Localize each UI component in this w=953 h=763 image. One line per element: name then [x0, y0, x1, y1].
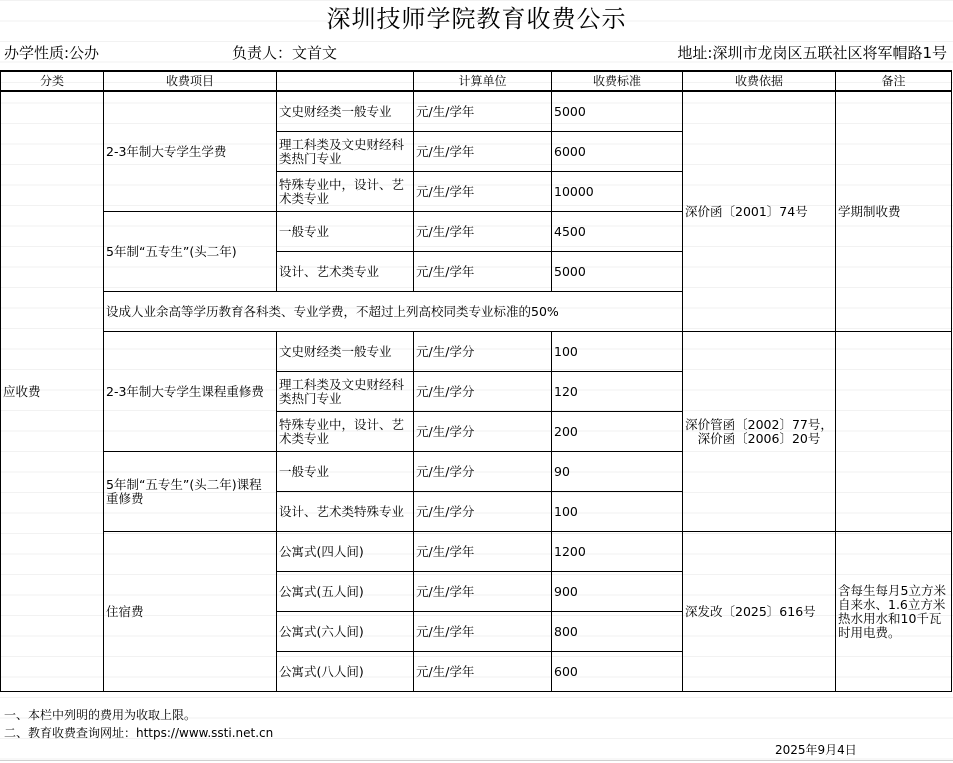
major-cell: 公寓式(八人间): [277, 652, 414, 692]
fee-table: [0, 70, 952, 692]
fee-group-name: 5年制“五专生”(头二年)课程重修费: [104, 452, 277, 532]
basis-cell: 深发改〔2025〕616号: [683, 532, 836, 692]
publish-date: 2025年9月4日: [775, 743, 857, 757]
fee-cell: 1200: [552, 532, 683, 572]
major-cell: 设计、艺术类专业: [277, 252, 414, 292]
unit-cell: 元/生/学分: [414, 492, 552, 532]
fee-cell: 120: [552, 372, 683, 412]
fee-cell: 90: [552, 452, 683, 492]
remark-cell: 学期制收费: [836, 91, 952, 332]
fee-group-name: 住宿费: [104, 532, 277, 692]
fee-cell: 4500: [552, 212, 683, 252]
fee-group-name: 5年制“五专生”(头二年): [104, 212, 277, 292]
col-header-category: 分类: [1, 71, 104, 91]
fee-cell: 200: [552, 412, 683, 452]
fee-cell: 10000: [552, 172, 683, 212]
col-header-blank: [277, 71, 414, 91]
col-header-item: 收费项目: [104, 71, 277, 91]
unit-cell: 元/生/学年: [414, 172, 552, 212]
remark-cell: [836, 332, 952, 532]
fee-cell: 100: [552, 492, 683, 532]
fee-cell: 800: [552, 612, 683, 652]
category-cell: 应收费: [1, 91, 104, 692]
major-cell: 文史财经类一般专业: [277, 91, 414, 132]
school-nature: 办学性质:公办: [4, 44, 100, 62]
major-cell: 特殊专业中，设计、艺术类专业: [277, 172, 414, 212]
page-title: 深圳技师学院教育收费公示: [326, 5, 627, 33]
fee-cell: 5000: [552, 252, 683, 292]
fee-cell: 6000: [552, 132, 683, 172]
basis-cell: 深价函〔2001〕74号: [683, 91, 836, 332]
major-cell: 设计、艺术类特殊专业: [277, 492, 414, 532]
fee-group-name: 2-3年制大专学生学费: [104, 91, 277, 212]
basis-cell: 深价管函〔2002〕77号，深价函〔2006〕20号: [683, 332, 836, 532]
unit-cell: 元/生/学年: [414, 252, 552, 292]
unit-cell: 元/生/学分: [414, 412, 552, 452]
fee-group-name: 2-3年制大专学生课程重修费: [104, 332, 277, 452]
footnotes: [4, 706, 273, 742]
unit-cell: 元/生/学分: [414, 332, 552, 372]
major-cell: 一般专业: [277, 452, 414, 492]
unit-cell: 元/生/学年: [414, 91, 552, 132]
sheet-bottom-divider: [0, 760, 953, 761]
major-cell: 理工科类及文史财经科类热门专业: [277, 372, 414, 412]
col-header-unit: 计算单位: [414, 71, 552, 91]
col-header-basis: 收费依据: [683, 71, 836, 91]
footnote-item: 二、教育收费查询网址：https://www.ssti.net.cn: [4, 726, 274, 740]
fee-cell: 100: [552, 332, 683, 372]
unit-cell: 元/生/学年: [414, 212, 552, 252]
table-row: [1, 91, 952, 132]
major-cell: 一般专业: [277, 212, 414, 252]
major-cell: 文史财经类一般专业: [277, 332, 414, 372]
major-cell: 公寓式(六人间): [277, 612, 414, 652]
fee-cell: 900: [552, 572, 683, 612]
major-cell: 理工科类及文史财经科类热门专业: [277, 132, 414, 172]
remark-cell: 含每生每月5立方米自来水、1.6立方米热水用水和10千瓦时用电费。: [836, 532, 952, 692]
person-in-charge: 负责人：文首文: [232, 44, 338, 62]
table-header-row: [1, 71, 952, 91]
unit-cell: 元/生/学年: [414, 572, 552, 612]
table-row: [1, 532, 952, 572]
unit-cell: 元/生/学分: [414, 372, 552, 412]
unit-cell: 元/生/学年: [414, 612, 552, 652]
major-cell: 特殊专业中，设计、艺术类专业: [277, 412, 414, 452]
table-row: [1, 332, 952, 372]
col-header-remark: 备注: [836, 71, 952, 91]
fee-cell: 5000: [552, 91, 683, 132]
col-header-standard: 收费标准: [552, 71, 683, 91]
fee-cell: 600: [552, 652, 683, 692]
major-cell: 公寓式(四人间): [277, 532, 414, 572]
unit-cell: 元/生/学分: [414, 452, 552, 492]
major-cell: 公寓式(五人间): [277, 572, 414, 612]
adult-education-note: 设成人业余高等学历教育各科类、专业学费，不超过上列高校同类专业标准的50%: [104, 292, 683, 332]
footnote-item: 一、本栏中列明的费用为收取上限。: [4, 708, 197, 722]
unit-cell: 元/生/学年: [414, 652, 552, 692]
school-address: 地址:深圳市龙岗区五联社区将军帽路1号: [677, 44, 947, 62]
unit-cell: 元/生/学年: [414, 132, 552, 172]
unit-cell: 元/生/学年: [414, 532, 552, 572]
